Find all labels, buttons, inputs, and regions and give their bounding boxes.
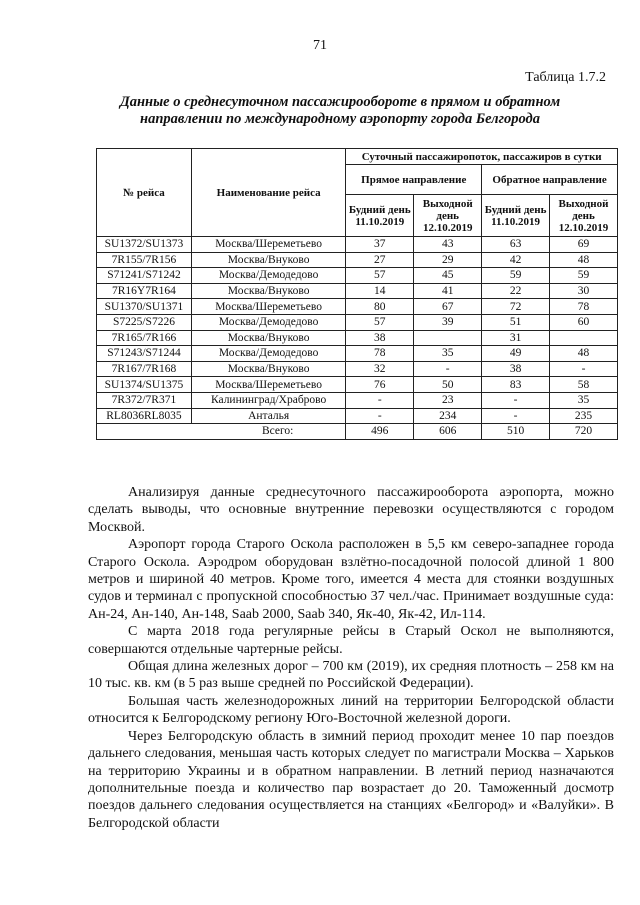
table-row: [97, 299, 618, 315]
flight-number-cell: SU1374/SU1375: [97, 377, 192, 393]
flight-number-cell: 7R16Y7R164: [97, 283, 192, 299]
page-number: 71: [313, 38, 327, 53]
reverse-weekday-cell: 31: [482, 330, 550, 346]
paragraph: Анализируя данные среднесуточного пассажирооборота аэропорта, можно сделать выводы, что основные внутренние перевозки осуществляются с городом Москвой.: [88, 485, 614, 535]
table-row: [97, 346, 618, 362]
forward-weekday-cell: 57: [346, 268, 414, 284]
reverse-weekend-cell: 48: [550, 252, 618, 268]
reverse-weekday-cell: -: [482, 392, 550, 408]
reverse-weekday-cell: 49: [482, 346, 550, 362]
flight-name-cell: Москва/Демодедово: [191, 314, 345, 330]
paragraph: Через Белгородскую область в зимний период проходит менее 10 пар поездов дальнего следования, меньшая часть которых следует по магистрали Москва – Харьков на территорию Украины и в обратном направлении. В летний период назначаются дополнительные поезда и количество пар возрастает до 20. Таможенный досмотр поездов дальнего следования осуществляется на станциях «Белгород» и «Валуйки». В Белгородской области: [88, 728, 614, 831]
forward-weekday-cell: -: [346, 408, 414, 424]
flight-number-cell: 7R165/7R166: [97, 330, 192, 346]
reverse-weekday-cell: 63: [482, 237, 550, 253]
forward-weekday-cell: 27: [346, 252, 414, 268]
table-row: [97, 283, 618, 299]
flight-name-cell: Москва/Внуково: [191, 361, 345, 377]
flight-name-cell: Москва/Шереметьево: [191, 237, 345, 253]
forward-weekend-cell: 43: [414, 237, 482, 253]
flight-name-cell: Москва/Демодедово: [191, 346, 345, 362]
header-flight-number: № рейса: [97, 149, 192, 237]
flight-name-cell: Калининград/Храброво: [191, 392, 345, 408]
flight-name-cell: Москва/Шереметьево: [191, 377, 345, 393]
forward-weekday-cell: 80: [346, 299, 414, 315]
header-reverse-direction: Обратное направление: [482, 165, 618, 195]
total-forward-weekend: 606: [414, 424, 482, 440]
header-forward-weekday: Будний день 11.10.2019: [346, 195, 414, 237]
reverse-weekday-cell: 59: [482, 268, 550, 284]
reverse-weekday-cell: 72: [482, 299, 550, 315]
forward-weekend-cell: 45: [414, 268, 482, 284]
table-row: [97, 252, 618, 268]
paragraph: Аэропорт города Старого Оскола расположен в 5,5 км северо-западнее города Старого Оскола. Аэродром оборудован взлётно-посадочной полосой длиной 1 800 метров и шириной 40 метров. Кроме того, имеется 4 места для стоянки воздушных судов и терминал с пропускной способностью 37 чел./час. Принимает воздушные суда: Ан-24, Ан-140, Ан-148, Saab 2000, Saab 340, Як-40, Як-42, Ил-114.: [88, 537, 614, 622]
table-label: Таблица 1.7.2: [525, 70, 606, 85]
reverse-weekend-cell: 48: [550, 346, 618, 362]
total-reverse-weekday: 510: [482, 424, 550, 440]
reverse-weekday-cell: 38: [482, 361, 550, 377]
flight-number-cell: 7R167/7R168: [97, 361, 192, 377]
flight-name-cell: Москва/Внуково: [191, 252, 345, 268]
paragraph: Большая часть железнодорожных линий на территории Белгородской области относится к Белгородскому региону Юго-Восточной железной дороги.: [88, 693, 614, 727]
forward-weekday-cell: 38: [346, 330, 414, 346]
reverse-weekday-cell: 22: [482, 283, 550, 299]
flight-number-cell: RL8036RL8035: [97, 408, 192, 424]
header-flight-name: Наименование рейса: [191, 149, 345, 237]
header-forward-weekend: Выходной день 12.10.2019: [414, 195, 482, 237]
reverse-weekend-cell: 30: [550, 283, 618, 299]
header-reverse-weekend: Выходной день 12.10.2019: [550, 195, 618, 237]
flight-number-cell: 7R155/7R156: [97, 252, 192, 268]
header-daily-flow: Суточный пассажиропоток, пассажиров в сутки: [346, 149, 618, 165]
total-label: Всего:: [97, 424, 346, 440]
flight-number-cell: SU1372/SU1373: [97, 237, 192, 253]
flight-name-cell: Москва/Внуково: [191, 283, 345, 299]
table-row: [97, 314, 618, 330]
forward-weekend-cell: -: [414, 361, 482, 377]
table-row: [97, 268, 618, 284]
forward-weekend-cell: 35: [414, 346, 482, 362]
flight-number-cell: S71241/S71242: [97, 268, 192, 284]
forward-weekend-cell: 29: [414, 252, 482, 268]
table-row: [97, 361, 618, 377]
reverse-weekend-cell: -: [550, 361, 618, 377]
reverse-weekend-cell: 35: [550, 392, 618, 408]
table-row: [97, 330, 618, 346]
forward-weekday-cell: -: [346, 392, 414, 408]
forward-weekend-cell: 39: [414, 314, 482, 330]
table-title: Данные о среднесуточном пассажирообороте в прямом и обратном направлении по международному аэропорту города Белгорода: [119, 94, 561, 127]
flight-name-cell: Анталья: [191, 408, 345, 424]
forward-weekday-cell: 57: [346, 314, 414, 330]
total-forward-weekday: 496: [346, 424, 414, 440]
reverse-weekday-cell: 42: [482, 252, 550, 268]
reverse-weekday-cell: 51: [482, 314, 550, 330]
forward-weekend-cell: 67: [414, 299, 482, 315]
paragraph: С марта 2018 года регулярные рейсы в Старый Оскол не выполняются, совершаются отдельные чартерные рейсы.: [88, 624, 614, 657]
table-row: [97, 237, 618, 253]
reverse-weekend-cell: 235: [550, 408, 618, 424]
forward-weekday-cell: 32: [346, 361, 414, 377]
forward-weekend-cell: [414, 330, 482, 346]
flight-name-cell: Москва/Демодедово: [191, 268, 345, 284]
forward-weekend-cell: 23: [414, 392, 482, 408]
flight-number-cell: S71243/S71244: [97, 346, 192, 362]
reverse-weekend-cell: 60: [550, 314, 618, 330]
forward-weekend-cell: 234: [414, 408, 482, 424]
table-body: [97, 237, 618, 424]
header-forward-direction: Прямое направление: [346, 165, 482, 195]
reverse-weekend-cell: 58: [550, 377, 618, 393]
flight-number-cell: 7R372/7R371: [97, 392, 192, 408]
paragraph: Общая длина железных дорог – 700 км (2019), их средняя плотность – 258 км на 10 тыс. кв. км (в 5 раз выше средней по Российской Федерации).: [88, 659, 614, 692]
forward-weekday-cell: 78: [346, 346, 414, 362]
reverse-weekend-cell: [550, 330, 618, 346]
flight-name-cell: Москва/Шереметьево: [191, 299, 345, 315]
forward-weekday-cell: 37: [346, 237, 414, 253]
table-row: [97, 392, 618, 408]
table-row: [97, 377, 618, 393]
flight-number-cell: S7225/S7226: [97, 314, 192, 330]
reverse-weekday-cell: 83: [482, 377, 550, 393]
reverse-weekday-cell: -: [482, 408, 550, 424]
table-row: [97, 408, 618, 424]
forward-weekend-cell: 41: [414, 283, 482, 299]
header-reverse-weekday: Будний день 11.10.2019: [482, 195, 550, 237]
reverse-weekend-cell: 78: [550, 299, 618, 315]
reverse-weekend-cell: 69: [550, 237, 618, 253]
flight-number-cell: SU1370/SU1371: [97, 299, 192, 315]
total-row: [97, 424, 618, 440]
forward-weekend-cell: 50: [414, 377, 482, 393]
body-text: [88, 484, 614, 832]
forward-weekday-cell: 76: [346, 377, 414, 393]
passenger-flow-table: [96, 148, 618, 440]
total-reverse-weekend: 720: [550, 424, 618, 440]
flight-name-cell: Москва/Внуково: [191, 330, 345, 346]
reverse-weekend-cell: 59: [550, 268, 618, 284]
forward-weekday-cell: 14: [346, 283, 414, 299]
